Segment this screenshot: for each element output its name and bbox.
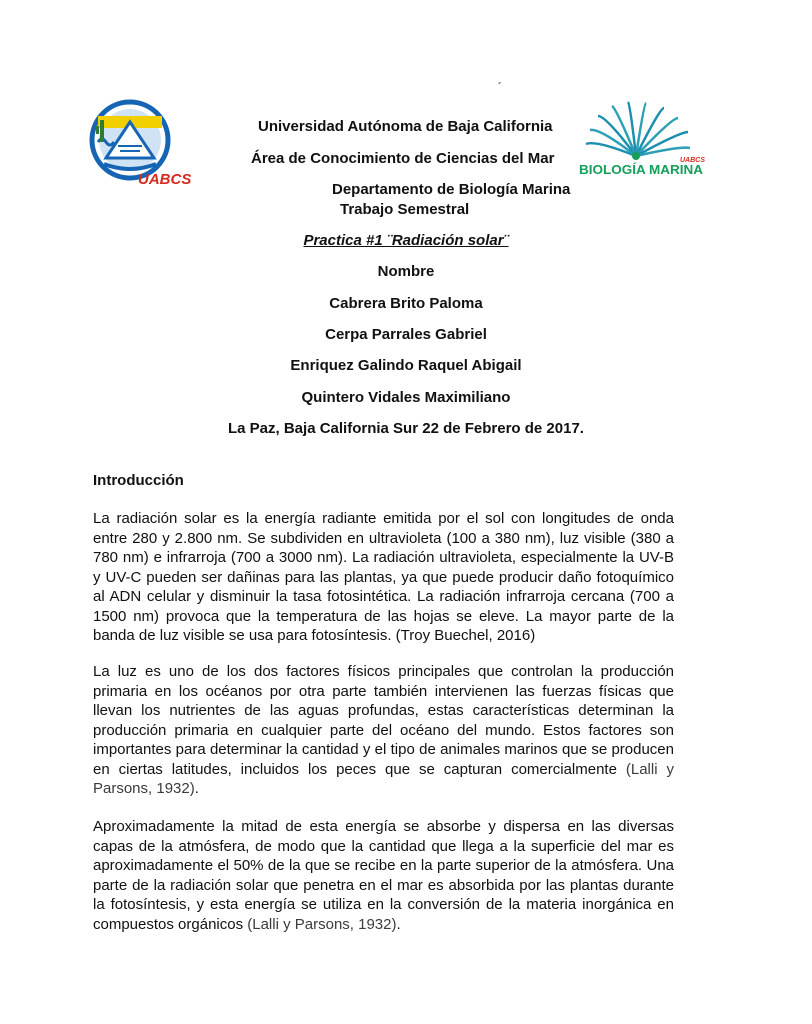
uabcs-logo [84,98,192,190]
university-title: Universidad Autónoma de Baja California [258,118,553,135]
biologia-marina-logo [576,100,706,180]
introduction-heading: Introducción [93,472,184,489]
paragraph-text: La luz es uno de los dos factores físicos principales que controlan la producción primaria en los océanos por otra parte también intervienen las fuerzas físicas que llevan los nutrientes de las aguas profundas, estas características determinan la producción primaria en cualquier parte del océano del mundo. Estos factores son importantes para determinar la cantidad y el tipo de animales marinos que se producen en ciertas latitudes, incluidos los peces que se capturan comercialmente [93,663,674,778]
paragraph-end: . [194,780,199,797]
intro-paragraph-1: La radiación solar es la energía radiante emitida por el sol con longitudes de onda entre 280 y 2.800 nm. Se subdividen en ultravioleta (100 a 380 nm), luz visible (380 a 780 nm) e infrarroja (700 a 3000 nm). La radiación ultravioleta, especialmente la UV-B y UV-C pueden ser dañinas para las plantas, ya que puede producir daño fotoquímico al ADN celular y disminuir la tasa fotosintética. La radiación infrarroja cercana (700 a 1500 nm) provoca que la temperatura de las hojas se eleve. La mayor parte de la banda de luz visible se usa para fotosíntesis. (Troy Buechel, 2016) [93,510,674,644]
area-title: Área de Conocimiento de Ciencias del Mar [251,150,555,167]
uabcs-logo-text: UABCS [138,171,192,188]
paragraph-text: Aproximadamente la mitad de esta energía se absorbe y dispersa en las diversas capas de la atmósfera, de modo que la cantidad que llega a la superficie del mar es aproximadamente el 50% de la que se recibe en la parte superior de la atmósfera. [93,818,674,874]
intro-paragraph-3 [93,817,674,934]
paragraph-text: Una parte de la radiación solar que penetra en el mar es absorbida por las plantas durante la fotosíntesis, y esta energía se utiliza en la conversión de la materia inorgánica en compuestos orgánicos [93,857,675,933]
author-name: Cabrera Brito Paloma [329,295,483,312]
author-name: Cerpa Parrales Gabriel [325,326,487,343]
citation: (Lalli y Parsons, 1932) [247,915,397,933]
practice-title: Practica #1 ¨Radiación solar¨ [303,232,509,249]
place-date: La Paz, Baja California Sur 22 de Febrero de 2017. [228,420,584,437]
biologia-marina-logo-small-text: UABCS [680,157,705,164]
work-title: Trabajo Semestral [340,201,470,218]
name-label: Nombre [377,263,435,280]
author-name: Quintero Vidales Maximiliano [301,389,511,406]
author-name: Enriquez Galindo Raquel Abigail [290,357,522,374]
biologia-marina-logo-text: BIOLOGÍA MARINA [579,163,694,177]
paragraph-end: . [396,915,401,933]
intro-paragraph-2 [93,662,674,799]
citation: (Lalli y Parsons, 1932) [93,760,674,797]
department-title: Departamento de Biología Marina [332,181,571,198]
stray-accent-mark: ´ [498,80,502,94]
